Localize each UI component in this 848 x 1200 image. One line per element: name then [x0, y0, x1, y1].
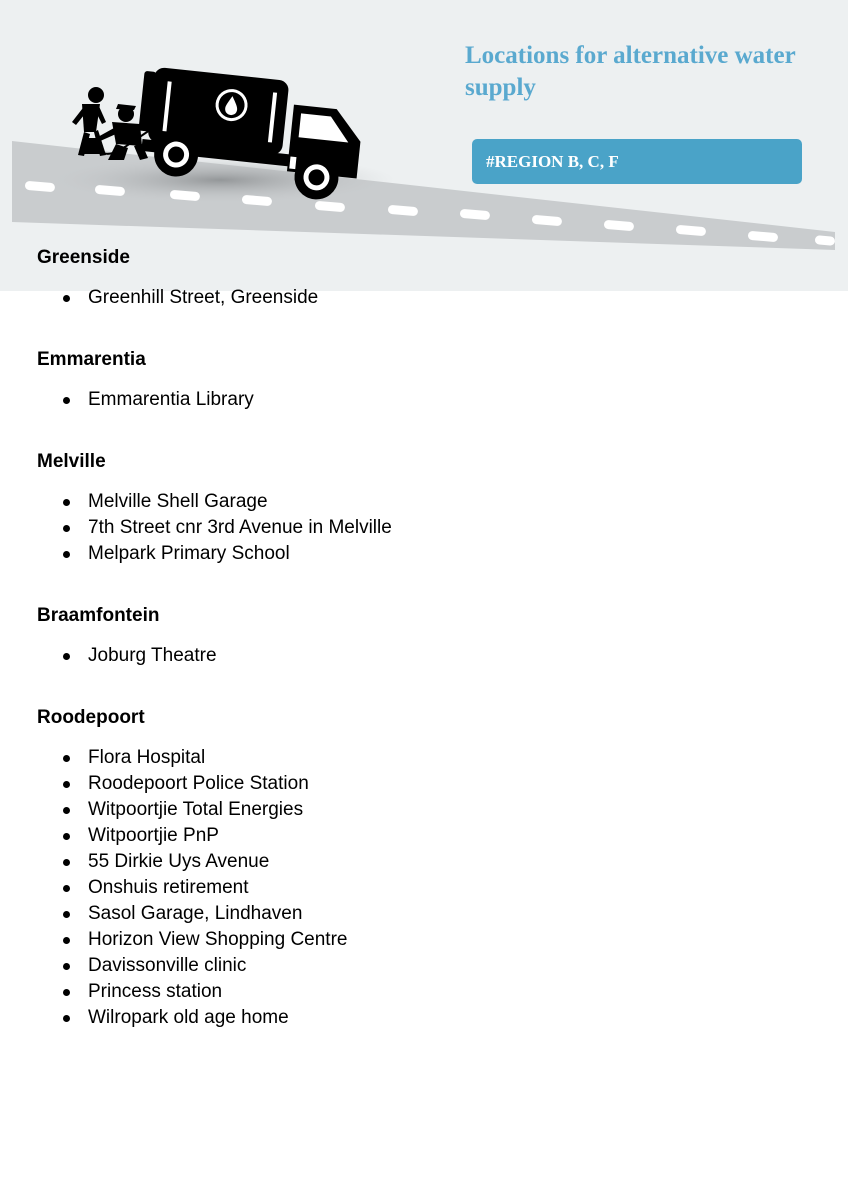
- list-item: [37, 953, 817, 979]
- location-list: [37, 643, 817, 669]
- section-greenside: [37, 246, 817, 311]
- section-braamfontein: [37, 604, 817, 669]
- list-item: [37, 901, 817, 927]
- section-heading: Braamfontein: [37, 605, 160, 626]
- list-item: [37, 979, 817, 1005]
- bullet-icon: [63, 885, 70, 892]
- bullet-icon: [63, 937, 70, 944]
- section-roodepoort: [37, 706, 817, 1031]
- list-item-label: Onshuis retirement: [88, 877, 249, 898]
- list-item-label: Princess station: [88, 981, 223, 1002]
- list-item: [37, 1005, 817, 1031]
- list-item-label: Flora Hospital: [88, 747, 206, 768]
- list-item-label: Emmarentia Library: [88, 389, 254, 410]
- location-list: [37, 387, 817, 413]
- list-item: [37, 285, 817, 311]
- location-list: [37, 489, 817, 567]
- bullet-icon: [63, 963, 70, 970]
- list-item: [37, 489, 817, 515]
- bullet-icon: [63, 1015, 70, 1022]
- bullet-icon: [63, 781, 70, 788]
- list-item: [37, 745, 817, 771]
- bullet-icon: [63, 499, 70, 506]
- list-item: [37, 849, 817, 875]
- list-item: [37, 875, 817, 901]
- section-emmarentia: [37, 348, 817, 413]
- list-item: [37, 387, 817, 413]
- bullet-icon: [63, 833, 70, 840]
- bullet-icon: [63, 397, 70, 404]
- list-item: [37, 643, 817, 669]
- bullet-icon: [63, 525, 70, 532]
- bullet-icon: [63, 295, 70, 302]
- list-item-label: Horizon View Shopping Centre: [88, 929, 348, 950]
- person-standing: [72, 87, 106, 156]
- list-item: [37, 823, 817, 849]
- bullet-icon: [63, 653, 70, 660]
- section-heading: Greenside: [37, 247, 130, 268]
- bullet-icon: [63, 989, 70, 996]
- location-list: [37, 285, 817, 311]
- bullet-icon: [63, 807, 70, 814]
- list-item: [37, 927, 817, 953]
- bullet-icon: [63, 911, 70, 918]
- list-item: [37, 515, 817, 541]
- bullet-icon: [63, 755, 70, 762]
- list-item-label: Melville Shell Garage: [88, 491, 268, 512]
- list-item-label: Joburg Theatre: [88, 645, 217, 666]
- section-heading: Roodepoort: [37, 707, 145, 728]
- list-item-label: Witpoortjie PnP: [88, 825, 219, 846]
- list-item: [37, 771, 817, 797]
- bullet-icon: [63, 859, 70, 866]
- page-title: Locations for alternative water supply: [465, 42, 796, 101]
- section-heading: Melville: [37, 451, 106, 472]
- list-item: [37, 797, 817, 823]
- list-item-label: Sasol Garage, Lindhaven: [88, 903, 303, 924]
- list-item: [37, 541, 817, 567]
- list-item-label: Roodepoort Police Station: [88, 773, 309, 794]
- list-item-label: Witpoortjie Total Energies: [88, 799, 304, 820]
- list-item-label: 55 Dirkie Uys Avenue: [88, 851, 270, 872]
- list-item-label: Davissonville clinic: [88, 955, 247, 976]
- region-tag: #REGION B, C, F: [472, 139, 802, 184]
- section-melville: [37, 450, 817, 567]
- locations-list: [37, 246, 817, 1068]
- list-item-label: 7th Street cnr 3rd Avenue in Melville: [88, 517, 392, 538]
- list-item-label: Greenhill Street, Greenside: [88, 287, 319, 308]
- location-list: [37, 745, 817, 1031]
- bullet-icon: [63, 551, 70, 558]
- section-heading: Emmarentia: [37, 349, 146, 370]
- list-item-label: Wilropark old age home: [88, 1007, 289, 1028]
- list-item-label: Melpark Primary School: [88, 543, 290, 564]
